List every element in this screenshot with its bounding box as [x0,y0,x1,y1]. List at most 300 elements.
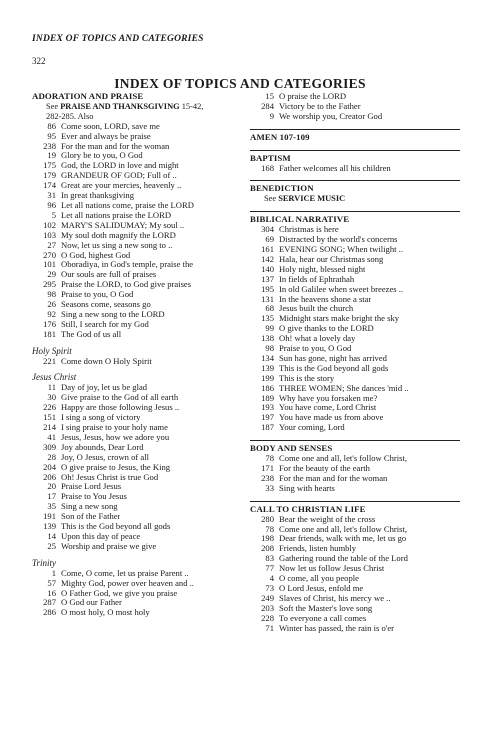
hymn-number: 238 [43,140,56,151]
hymn-number: 41 [47,431,56,442]
index-entry [250,364,460,374]
hymn-title: God, the LORD in love and might [61,161,179,171]
index-entry [32,403,232,413]
hymn-title: Praise the LORD, to God give praises [61,280,192,290]
hymn-title: Glory be to you, O God [61,151,143,161]
hymn-number: 68 [265,303,274,314]
hymn-title: Bear the weight of the cross [279,514,376,524]
index-entry [32,290,232,300]
hymn-number: 27 [47,239,56,250]
index-entry [250,102,460,112]
hymn-number: 9 [269,110,274,121]
hymn-number: 175 [43,160,56,171]
index-entry [250,275,460,285]
section-jesus-christ [32,373,232,551]
entry-list [32,383,232,551]
section-heading: AMEN 107-109 [250,129,460,143]
index-entry [250,403,460,413]
hymn-title: Our souls are full of praises [61,270,157,280]
index-entry [32,310,232,320]
hymn-number: 98 [47,289,56,300]
index-entry [250,454,460,464]
index-entry [32,453,232,463]
hymn-title: Seasons come, seasons go [61,300,151,310]
hymn-title: Christmas is here [279,225,339,235]
hymn-number: 249 [261,592,274,603]
hymn-title: Gathering round the table of the Lord [279,554,408,564]
index-entry [32,151,232,161]
index-entry [32,413,232,423]
hymn-number: 69 [265,234,274,245]
entry-list [250,225,460,433]
hymn-title: Let all nations praise the LORD [61,210,172,220]
hymn-title: Sing a new song to the LORD [61,309,165,319]
hymn-number: 176 [43,318,56,329]
right-column [250,92,460,641]
hymn-number: 71 [265,622,274,633]
hymn-title: For the man and for the woman [61,141,170,151]
index-entry [250,334,460,344]
index-entry [250,464,460,474]
hymn-title: You have made us from above [279,413,384,423]
hymn-number: 20 [47,481,56,492]
hymn-title: Sing with hearts [279,483,335,493]
section-benediction [250,180,460,204]
hymn-title: Come soon, LORD, save me [61,121,160,131]
hymn-title: Hala, hear our Christmas song [279,254,384,264]
hymn-title: Sing a new song [61,502,118,512]
hymn-title: Midnight stars make bright the sky [279,314,400,324]
index-entry [250,92,460,102]
hymn-number: 15 [265,91,274,101]
index-entry [250,374,460,384]
hymn-title: Come one and all, let's follow Christ, [279,524,408,534]
index-entry [32,142,232,152]
hymn-number: 195 [261,283,274,294]
hymn-number: 99 [265,323,274,334]
hymn-title: In the heavens shone a star [279,294,372,304]
hymn-number: 11 [47,382,56,393]
index-entry [32,423,232,433]
index-entry [250,594,460,604]
hymn-number: 28 [47,451,56,462]
index-entry [250,515,460,525]
index-entry [32,482,232,492]
hymn-number: 73 [265,582,274,593]
index-entry [32,171,232,181]
entry-list [250,515,460,634]
index-entry [250,474,460,484]
hymn-title: Praise to you, O God [61,290,134,300]
section-heading: BODY AND SENSES [250,440,460,454]
hymn-number: 304 [261,224,274,235]
hymn-number: 139 [261,362,274,373]
index-entry [250,235,460,245]
index-entry [250,225,460,235]
index-entry [250,554,460,564]
index-entry [250,423,460,433]
hymn-number: 286 [43,607,56,618]
index-entry [32,433,232,443]
index-entry [32,251,232,261]
index-entry [250,112,460,122]
subsection-heading: Holy Spirit [32,345,72,356]
index-entry [250,304,460,314]
hymn-title: My soul doth magnify the LORD [61,230,176,240]
index-entry [32,522,232,532]
hymn-number: 131 [261,293,274,304]
hymn-title: Why have you forsaken me? [279,393,378,403]
hymn-title: The God of us all [61,329,122,339]
hymn-number: 197 [261,412,274,423]
subsection-heading: Jesus Christ [32,372,77,383]
index-entry [250,265,460,275]
hymn-title: Upon this day of peace [61,531,141,541]
hymn-title: We worship you, Creator God [279,111,383,121]
section-heading: BENEDICTION [250,180,460,194]
index-entry [32,241,232,251]
hymn-number: 204 [43,461,56,472]
hymn-title: Victory be to the Father [279,101,361,111]
entry-list [32,357,232,367]
see-also-continuation: 282-285. Also [46,111,94,121]
section-call [250,501,460,634]
index-entry [32,512,232,522]
hymn-number: 186 [261,382,274,393]
index-entry [32,532,232,542]
hymn-number: 77 [265,563,274,574]
hymn-number: 287 [43,597,56,608]
hymn-title: GRANDEUR OF GOD; Full of .. [61,171,177,181]
section-heading: CALL TO CHRISTIAN LIFE [250,501,460,515]
hymn-number: 168 [261,162,274,173]
hymn-number: 270 [43,249,56,260]
index-entry [250,544,460,554]
running-head: INDEX OF TOPICS AND CATEGORIES [32,34,204,44]
hymn-title: Oh! Jesus Christ is true God [61,472,159,482]
hymn-title: O God our Father [61,598,122,608]
hymn-title: In old Galilee when sweet breezes .. [279,284,404,294]
hymn-title: Give praise to the God of all earth [61,393,179,403]
hymn-number: 1 [51,567,56,578]
index-entry [32,191,232,201]
hymn-title: Friends, listen humbly [279,544,357,554]
hymn-number: 193 [261,402,274,413]
hymn-title: Oboradiya, in God's temple, praise the [61,260,194,270]
hymn-title: I sing a song of victory [61,413,141,423]
hymn-number: 26 [47,299,56,310]
hymn-number: 29 [47,269,56,280]
hymn-title: Let all nations come, praise the LORD [61,200,194,210]
hymn-number: 86 [47,120,56,131]
hymn-title: Distracted by the world's concerns [279,235,398,245]
hymn-number: 140 [261,263,274,274]
index-entry [32,270,232,280]
section-baptism [250,150,460,174]
index-entry [250,245,460,255]
hymn-number: 95 [47,130,56,141]
index-entry [32,443,232,453]
hymn-title: Worship and praise we give [61,541,157,551]
hymn-title: In great thanksgiving [61,191,135,201]
hymn-title: This is the God beyond all gods [61,522,171,532]
hymn-number: 309 [43,441,56,452]
hymn-number: 101 [43,259,56,270]
hymn-title: Soft the Master's love song [279,603,373,613]
hymn-number: 174 [43,180,56,191]
hymn-number: 98 [265,343,274,354]
hymn-title: Happy are those following Jesus .. [61,403,180,413]
section-body-senses [250,440,460,494]
hymn-number: 228 [261,612,274,623]
hymn-number: 191 [43,511,56,522]
see-pages: 15-42, [181,101,204,111]
index-entry [32,383,232,393]
hymn-number: 78 [265,523,274,534]
hymn-title: Joy, O Jesus, crown of all [61,452,149,462]
index-entry [250,394,460,404]
hymn-number: 92 [47,308,56,319]
hymn-number: 181 [43,328,56,339]
hymn-title: For the man and for the woman [279,473,388,483]
section-heading: BIBLICAL NARRATIVE [250,211,460,225]
hymn-number: 284 [261,100,274,111]
index-entry [32,280,232,290]
hymn-title: O Lord Jesus, enfold me [279,583,364,593]
index-entry [32,132,232,142]
hymn-title: In fields of Ephrathah [279,274,355,284]
hymn-title: Winter has passed, the rain is o'er [279,623,395,633]
hymn-title: This is the story [279,373,335,383]
hymn-number: 96 [47,199,56,210]
index-entry [250,484,460,494]
entry-list [250,92,460,122]
hymn-title: Dear friends, walk with me, let us go [279,534,407,544]
see-target: SERVICE MUSIC [278,194,346,204]
left-column [32,92,232,625]
index-entry [250,285,460,295]
hymn-title: O give praise to Jesus, the King [61,462,171,472]
hymn-title: O God, highest God [61,250,131,260]
hymn-number: 16 [47,587,56,598]
hymn-number: 78 [265,453,274,464]
hymn-title: O praise the LORD [279,92,347,101]
hymn-number: 4 [269,573,274,584]
index-entry [250,614,460,624]
index-entry [32,221,232,231]
index-entry [32,211,232,221]
index-entry [32,357,232,367]
hymn-title: Joy abounds, Dear Lord [61,442,144,452]
hymn-title: Still, I search for my God [61,319,149,329]
entry-list [250,454,460,494]
hymn-number: 203 [261,602,274,613]
hymn-title: Mighty God, power over heaven and .. [61,578,194,588]
index-entry [32,608,232,618]
hymn-number: 57 [47,577,56,588]
see-also-reference [32,102,232,112]
hymn-title: This is the God beyond all gods [279,363,389,373]
index-entry [32,320,232,330]
hymn-number: 134 [261,352,274,363]
see-prefix: See [264,194,277,204]
index-entry [250,164,460,174]
index-entry [32,330,232,340]
hymn-title: You have come, Lord Christ [279,403,377,413]
hymn-title: Come down O Holy Spirit [61,356,152,366]
subsection-heading: Trinity [32,557,57,568]
hymn-number: 151 [43,412,56,423]
index-entry [32,569,232,579]
hymn-title: Day of joy, let us be glad [61,383,148,393]
hymn-number: 83 [265,553,274,564]
index-entry [250,295,460,305]
section-holy-spirit [32,347,232,367]
index-entry [250,584,460,594]
hymn-number: 139 [43,521,56,532]
page-title: INDEX OF TOPICS AND CATEGORIES [114,76,366,91]
hymn-number: 189 [261,392,274,403]
hymn-title: Great are your mercies, heavenly .. [61,181,182,191]
hymn-number: 295 [43,279,56,290]
entry-list [32,569,232,619]
index-entry [250,314,460,324]
hymn-title: Praise Lord Jesus [61,482,122,492]
hymn-number: 226 [43,402,56,413]
hymn-title: Jesus built the church [279,304,354,314]
index-entry [32,181,232,191]
index-entry [32,393,232,403]
hymn-number: 179 [43,170,56,181]
hymn-title: Jesus, Jesus, how we adore you [61,432,170,442]
index-entry [32,260,232,270]
index-entry [250,413,460,423]
hymn-number: 161 [261,243,274,254]
index-entry [250,604,460,614]
index-entry [32,579,232,589]
index-entry [250,324,460,334]
hymn-number: 206 [43,471,56,482]
hymn-number: 102 [43,219,56,230]
hymn-title: Praise to You Jesus [61,492,127,502]
hymn-number: 137 [261,273,274,284]
hymn-title: Your coming, Lord [279,423,345,433]
hymn-number: 5 [51,209,56,220]
index-entry [250,624,460,634]
hymn-title: O come, all you people [279,574,359,584]
index-entry [250,384,460,394]
hymn-number: 208 [261,543,274,554]
index-entry [32,231,232,241]
hymn-title: Now let us follow Jesus Christ [279,564,385,574]
index-entry [250,255,460,265]
hymn-number: 187 [261,422,274,433]
hymn-title: EVENING SONG; When twilight .. [279,244,403,254]
hymn-title: O give thanks to the LORD [279,324,374,334]
index-entry [32,122,232,132]
hymn-number: 138 [261,333,274,344]
hymn-title: Ever and always be praise [61,131,151,141]
page-number: 322 [32,56,46,66]
section-biblical-narrative [250,211,460,433]
see-prefix: See [46,101,59,111]
hymn-title: THREE WOMEN; She dances 'mid .. [279,383,409,393]
section-heading: BAPTISM [250,150,460,164]
hymn-title: Slaves of Christ, his mercy we .. [279,593,391,603]
hymn-number: 19 [47,150,56,161]
hymn-title: Holy night, blessed night [279,264,366,274]
index-entry [250,574,460,584]
hymn-number: 33 [265,482,274,493]
index-entry [32,589,232,599]
index-entry [32,300,232,310]
hymn-title: Son of the Father [61,512,121,522]
hymn-number: 238 [261,472,274,483]
index-entry [32,492,232,502]
hymn-number: 35 [47,501,56,512]
index-entry [250,344,460,354]
hymn-number: 135 [261,313,274,324]
section-amen [250,129,460,143]
hymn-title: O most holy, O most holy [61,608,150,618]
index-entry [32,161,232,171]
hymn-title: O Father God, we give you praise [61,588,178,598]
section-trinity [32,559,232,618]
hymn-title: Praise to you, O God [279,344,352,354]
hymn-title: Father welcomes all his children [279,163,391,173]
hymn-number: 199 [261,372,274,383]
section-trinity-continued [250,92,460,122]
section-heading: ADORATION AND PRAISE [32,91,144,101]
hymn-number: 221 [43,355,56,366]
index-entry [32,201,232,211]
index-entry [250,525,460,535]
index-entry [32,473,232,483]
hymn-title: Now, let us sing a new song to .. [61,240,173,250]
hymn-title: Come, O come, let us praise Parent .. [61,568,189,578]
hymn-number: 142 [261,253,274,264]
hymn-number: 198 [261,533,274,544]
hymn-title: MARY'S SALIDUMAY; My soul .. [61,220,185,230]
hymn-number: 280 [261,513,274,524]
index-entry [32,598,232,608]
hymn-title: Come one and all, let's follow Christ, [279,454,408,464]
hymn-number: 14 [47,530,56,541]
index-entry [250,534,460,544]
section-adoration [32,92,232,340]
index-entry [250,354,460,364]
hymn-title: To everyone a call comes [279,613,367,623]
hymn-number: 25 [47,540,56,551]
hymn-title: Oh! what a lovely day [279,334,356,344]
index-entry [32,463,232,473]
hymn-title: Sun has gone, night has arrived [279,353,387,363]
hymn-title: I sing praise to your holy name [61,423,168,432]
hymn-number: 31 [47,190,56,201]
see-reference [250,194,460,204]
hymn-number: 30 [47,392,56,403]
index-entry [250,564,460,574]
index-entry [32,502,232,512]
hymn-title: For the beauty of the earth [279,464,370,473]
hymn-number: 214 [43,422,56,432]
entry-list [250,164,460,174]
index-entry [32,542,232,552]
entry-list [32,122,232,340]
hymn-number: 103 [43,229,56,240]
see-target: PRAISE AND THANKSGIVING [60,101,180,111]
hymn-number: 17 [47,491,56,502]
